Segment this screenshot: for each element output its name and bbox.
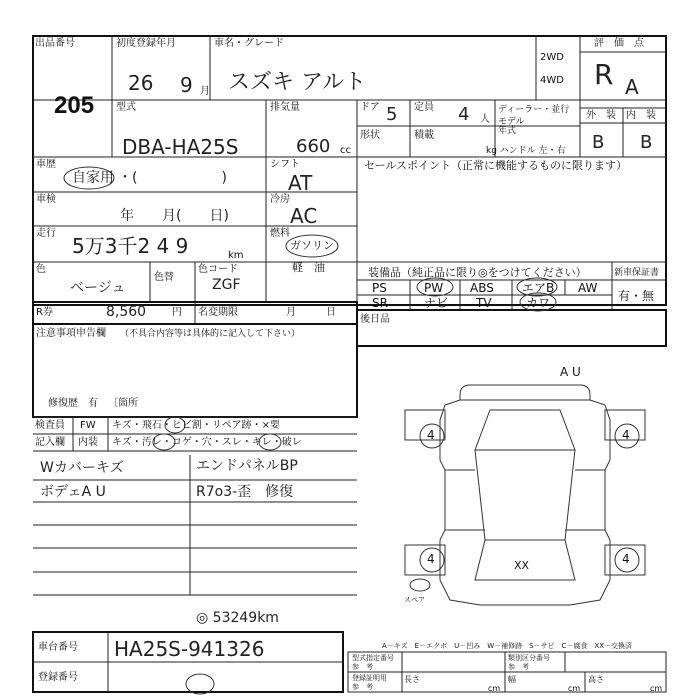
ac-label: 冷房 bbox=[270, 194, 290, 205]
capacity-value: 4 bbox=[458, 104, 470, 125]
loading-label: 積載 bbox=[414, 130, 434, 141]
chassis-label: 車台番号 bbox=[38, 642, 78, 653]
equip-pw: PW bbox=[424, 281, 444, 295]
color-label: 色 bbox=[36, 264, 46, 275]
score-value-2: A bbox=[625, 75, 639, 99]
tire-fr: 4 bbox=[622, 428, 630, 442]
warranty-label: 新車保証書 bbox=[614, 268, 660, 278]
tire-rl: 4 bbox=[427, 552, 435, 566]
capacity-label: 定員 bbox=[414, 102, 434, 113]
diagram-top-mark: A U bbox=[560, 365, 581, 379]
equip-sr: SR bbox=[372, 296, 388, 310]
month-unit: 月 bbox=[200, 86, 210, 97]
interior-grade: B bbox=[640, 132, 653, 153]
height-label: 高さ bbox=[588, 675, 604, 684]
shift-label: シフト bbox=[270, 159, 300, 170]
cc-unit: cc bbox=[340, 145, 351, 156]
equip-aw: AW bbox=[578, 281, 598, 295]
type-designation-label: 型式指定番号 参 考 bbox=[352, 654, 394, 671]
color-change-label: 色替 bbox=[154, 272, 174, 283]
score-label: 評 価 点 bbox=[594, 38, 644, 49]
lot-no-label: 出品番号 bbox=[35, 38, 75, 49]
car-diagram bbox=[405, 385, 645, 605]
reg-no-label: 登録番号 bbox=[38, 672, 78, 683]
model-type-label: 型式 bbox=[116, 102, 136, 113]
length-label: 長さ bbox=[404, 675, 420, 684]
gasoline-option: ガソリン bbox=[290, 239, 334, 252]
inspection-label: 車検 bbox=[36, 194, 56, 205]
equip-navi: ナビ bbox=[424, 296, 449, 310]
color-value: ベージュ bbox=[70, 280, 126, 296]
interior-label: 内 装 bbox=[626, 110, 656, 121]
record-label: 記入欄 bbox=[35, 437, 65, 448]
exterior-label: 外 装 bbox=[586, 110, 616, 121]
inspection-date: 年 月( 日) bbox=[120, 208, 229, 224]
lot-number: 205 bbox=[54, 92, 95, 119]
displacement-value: 660 bbox=[296, 136, 331, 157]
recycle-label: R券 bbox=[36, 307, 53, 318]
chassis-value: HA25S-941326 bbox=[114, 637, 265, 661]
car-history-label: 車歴 bbox=[36, 159, 56, 170]
mileage-note: ◎ 53249km bbox=[196, 610, 279, 626]
width-unit: cm bbox=[568, 684, 581, 693]
repair-label: 修復歴 有 bbox=[48, 398, 98, 409]
car-name-label: 車名・グレード bbox=[214, 38, 284, 49]
km-unit: km bbox=[228, 250, 244, 261]
first-reg-month: 9 bbox=[180, 73, 193, 97]
person-unit: 人 bbox=[480, 114, 490, 125]
equip-leather: カワ bbox=[526, 296, 551, 310]
mileage-value: 5万3千2 4 9 bbox=[72, 234, 189, 258]
shift-value: AT bbox=[288, 171, 313, 195]
equip-abs: ABS bbox=[470, 281, 494, 295]
model-year-label: モデル 年式 bbox=[498, 117, 525, 136]
width-label: 幅 bbox=[508, 675, 516, 684]
inspector-label: 検査員 bbox=[35, 420, 65, 431]
equip-ps: PS bbox=[372, 281, 387, 295]
equip-airbag: エアB bbox=[522, 281, 555, 295]
color-code-value: ZGF bbox=[212, 277, 241, 293]
light-oil-option: 軽 油 bbox=[292, 261, 325, 274]
model-type-value: DBA-HA25S bbox=[122, 135, 239, 159]
first-reg-year: 26 bbox=[128, 71, 154, 95]
ext-note-1: Wカバーキズ bbox=[40, 460, 124, 476]
rear-items-label: 後日品 bbox=[360, 314, 390, 325]
displacement-label: 排気量 bbox=[270, 102, 300, 113]
fuel-label: 燃料 bbox=[270, 228, 290, 239]
name-change-date: 月 日 bbox=[286, 307, 336, 318]
color-code-label: 色コード bbox=[198, 264, 238, 275]
ac-value: AC bbox=[290, 204, 318, 228]
exterior-grade: B bbox=[592, 132, 605, 153]
mileage-label: 走行 bbox=[36, 228, 56, 239]
first-reg-label: 初度登録年月 bbox=[116, 38, 176, 49]
repair-place: 〔箇所 bbox=[108, 398, 138, 409]
shape-label: 形状 bbox=[360, 130, 380, 141]
height-unit: cm bbox=[650, 684, 663, 693]
fw-label: FW bbox=[80, 420, 96, 431]
car-history-tail: ・( ) bbox=[118, 170, 227, 186]
notes-label: 注意事項申告欄 bbox=[36, 328, 106, 339]
car-name-value: スズキ アルト bbox=[228, 70, 367, 95]
interior-row-label: 内装 bbox=[78, 437, 98, 448]
roof-mark: XX bbox=[514, 559, 530, 572]
fw-items: キズ・飛石・ヒビ割・リペア跡・×要 bbox=[112, 420, 280, 431]
car-history-value: 自家用 bbox=[72, 170, 114, 186]
length-unit: cm bbox=[488, 684, 501, 693]
ext-note-4: R7o3-歪 修復 bbox=[196, 484, 294, 500]
reg-cert-label: 登録証明用 参 考 bbox=[352, 674, 387, 691]
sales-point-label: セールスポイント（正常に機能するものに限ります） bbox=[364, 159, 628, 172]
notes-sublabel: （不具合内容等は具体的に記入して下さい） bbox=[120, 329, 301, 339]
equip-tv: TV bbox=[476, 296, 492, 310]
handle-label: kg ハンドル 左・右 bbox=[486, 146, 566, 156]
equipment-label: 装備品（純正品に限り◎をつけてください） bbox=[368, 266, 587, 279]
tire-rr: 4 bbox=[622, 552, 630, 566]
score-value: R bbox=[594, 58, 614, 91]
interior-items: キズ・汚レ・コゲ・穴・スレ・キレ・破レ bbox=[112, 437, 302, 448]
ext-note-3: エンドパネルBP bbox=[196, 458, 298, 474]
4wd-label: 4WD bbox=[540, 75, 564, 86]
recycle-value: 8,560 bbox=[106, 304, 147, 320]
dealer-label: ディーラー・並行 bbox=[498, 105, 570, 115]
ext-note-2: ボデェA U bbox=[40, 484, 106, 500]
2wd-label: 2WD bbox=[540, 52, 564, 63]
spare-label: スペア bbox=[404, 596, 425, 604]
name-change-label: 名変期限 bbox=[198, 307, 238, 318]
yen-unit: 円 bbox=[172, 307, 182, 318]
class-number-label: 類別区分番号 参 考 bbox=[508, 654, 550, 671]
legend: A－キズ E－エクボ U－凹み W－補修跡 S－サビ C－腐食 XX－交換済 bbox=[382, 642, 633, 650]
door-label: ドア bbox=[360, 102, 380, 113]
warranty-options: 有・無 bbox=[618, 289, 655, 303]
tire-fl: 4 bbox=[427, 428, 435, 442]
door-value: 5 bbox=[386, 104, 398, 125]
